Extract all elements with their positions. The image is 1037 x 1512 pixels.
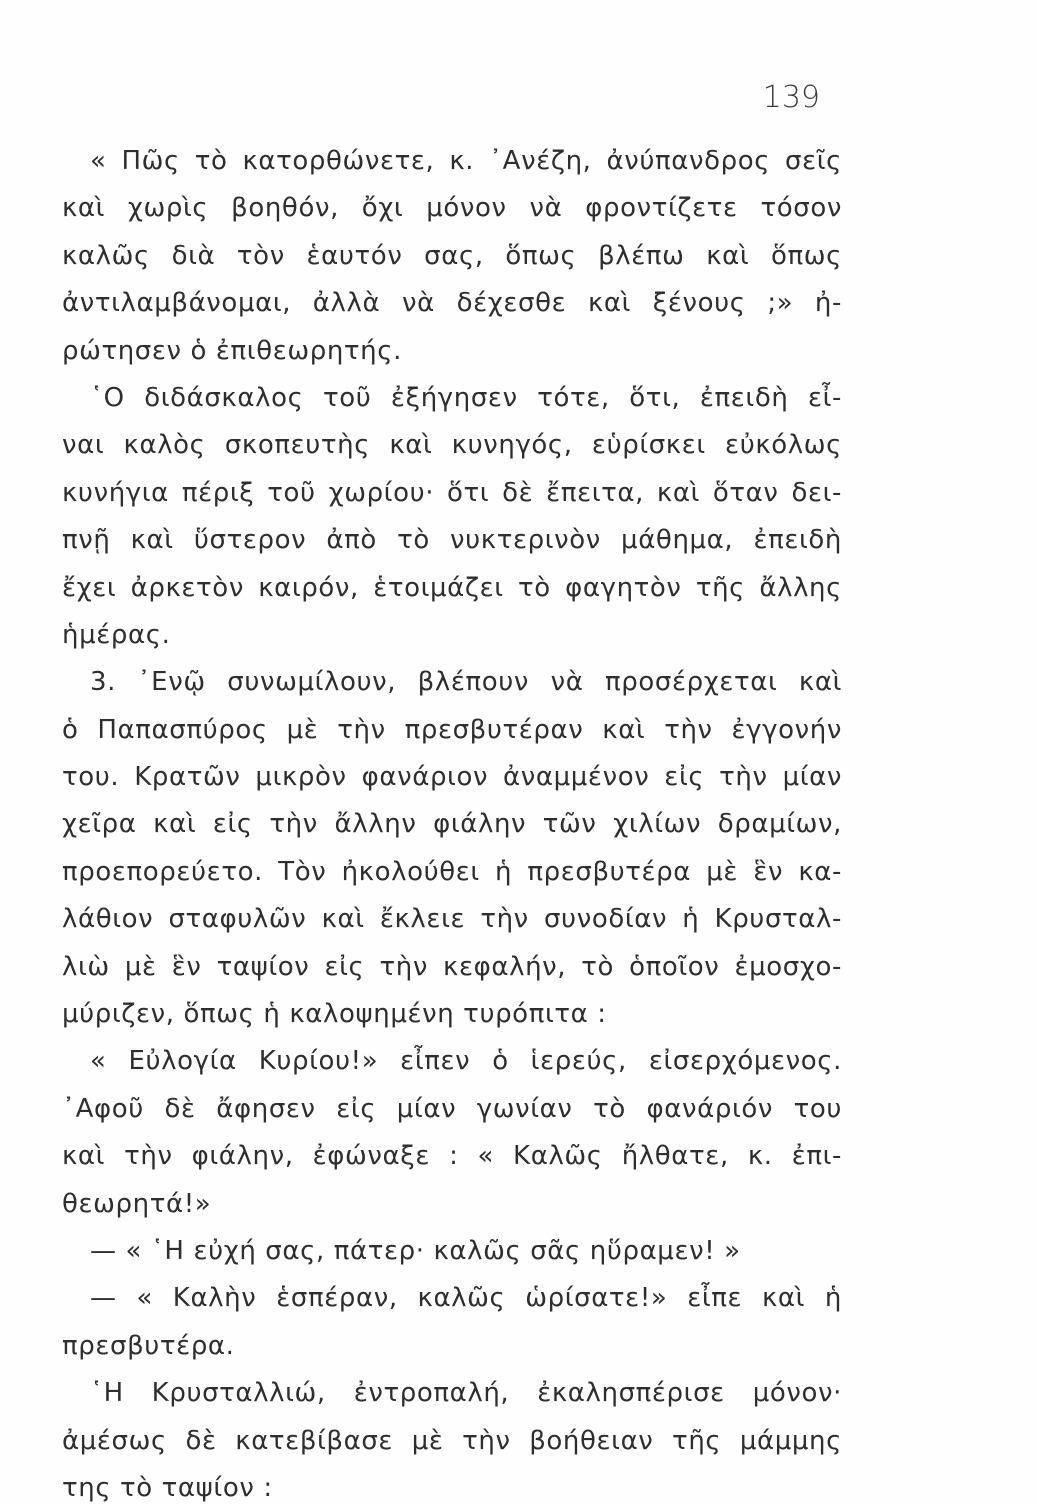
text-line: λιὼ μὲ ἓν ταψίον εἰς τὴν κεφαλήν, τὸ ὁποῖον ἐμοσχο-	[62, 951, 842, 982]
text-line: ῾Ο διδάσκαλος τοῦ ἐξήγησεν τότε, ὅτι, ἐπειδὴ εἶ-	[90, 382, 842, 413]
text-line: πνῇ καὶ ὕστερον ἀπὸ τὸ νυκτερινὸν μάθημα, ἐπειδὴ	[62, 525, 842, 556]
text-line: ὁ Παπασπύρος μὲ τὴν πρεσβυτέραν καὶ τὴν ἐγγονήν	[62, 714, 842, 745]
text-line: της τὸ ταψίον :	[62, 1472, 273, 1503]
text-line: μύριζεν, ὅπως ἡ καλοψημένη τυρόπιτα :	[62, 999, 607, 1030]
text-line: καλῶς διὰ τὸν ἑαυτόν σας, ὅπως βλέπω καὶ ὅπως	[62, 240, 842, 271]
body-text	[62, 138, 842, 1512]
text-line: ᾿Αφοῦ δὲ ἄφησεν εἰς μίαν γωνίαν τὸ φανάριόν του	[62, 1093, 842, 1124]
text-line: ἡμέρας.	[62, 619, 171, 650]
text-line: καὶ τὴν φιάλην, ἐφώναξε : « Καλῶς ἤλθατε, κ. ἐπι-	[62, 1141, 842, 1172]
text-line: κυνήγια πέριξ τοῦ χωρίου· ὅτι δὲ ἔπειτα, καὶ ὅταν δει-	[62, 477, 842, 508]
text-line: ῾Η Κρυσταλλιώ, ἐντροπαλή, ἐκαλησπέρισε μόνον·	[90, 1378, 842, 1409]
text-line: του. Κρατῶν μικρὸν φανάριον ἀναμμένον εἰς τὴν μίαν	[62, 762, 842, 793]
text-line: προεπορεύετο. Τὸν ἠκολούθει ἡ πρεσβυτέρα μὲ ἓν κα-	[62, 856, 842, 887]
text-line: ἔχει ἀρκετὸν καιρόν, ἑτοιμάζει τὸ φαγητὸν τῆς ἄλλης	[62, 572, 842, 603]
text-line: 3. ᾿Ενῷ συνωμίλουν, βλέπουν νὰ προσέρχεται καὶ	[90, 667, 842, 698]
text-line: θεωρητά!»	[62, 1188, 212, 1219]
text-line: ναι καλὸς σκοπευτὴς καὶ κυνηγός, εὑρίσκει εὐκόλως	[62, 430, 842, 461]
text-line: ἀντιλαμβάνομαι, ἀλλὰ νὰ δέχεσθε καὶ ξένους ;» ἠ-	[62, 288, 842, 319]
text-line: — « ῾Η εὐχή σας, πάτερ· καλῶς σᾶς ηὕραμεν! »	[90, 1235, 741, 1266]
text-line: ἀμέσως δὲ κατεβίβασε μὲ τὴν βοήθειαν τῆς μάμμης	[62, 1425, 842, 1456]
text-line: λάθιον σταφυλῶν καὶ ἔκλειε τὴν συνοδίαν ἡ Κρυσταλ-	[62, 904, 842, 935]
text-line: καὶ χωρὶς βοηθόν, ὄχι μόνον νὰ φροντίζετε τόσον	[62, 193, 842, 224]
text-line: ρώτησεν ὁ ἐπιθεωρητής.	[62, 335, 402, 366]
text-line: πρεσβυτέρα.	[62, 1330, 235, 1361]
text-line: « Εὐλογία Κυρίου!» εἶπεν ὁ ἱερεύς, εἰσερχόμενος.	[90, 1046, 842, 1077]
text-line: « Πῶς τὸ κατορθώνετε, κ. ᾿Ανέζη, ἀνύπανδρος σεῖς	[90, 146, 842, 176]
page-number: 139	[762, 80, 820, 115]
text-line: — « Καλὴν ἑσπέραν, καλῶς ὡρίσατε!» εἶπε καὶ ἡ	[90, 1283, 842, 1314]
text-line: χεῖρα καὶ εἰς τὴν ἄλλην φιάλην τῶν χιλίων δραμίων,	[62, 809, 842, 840]
